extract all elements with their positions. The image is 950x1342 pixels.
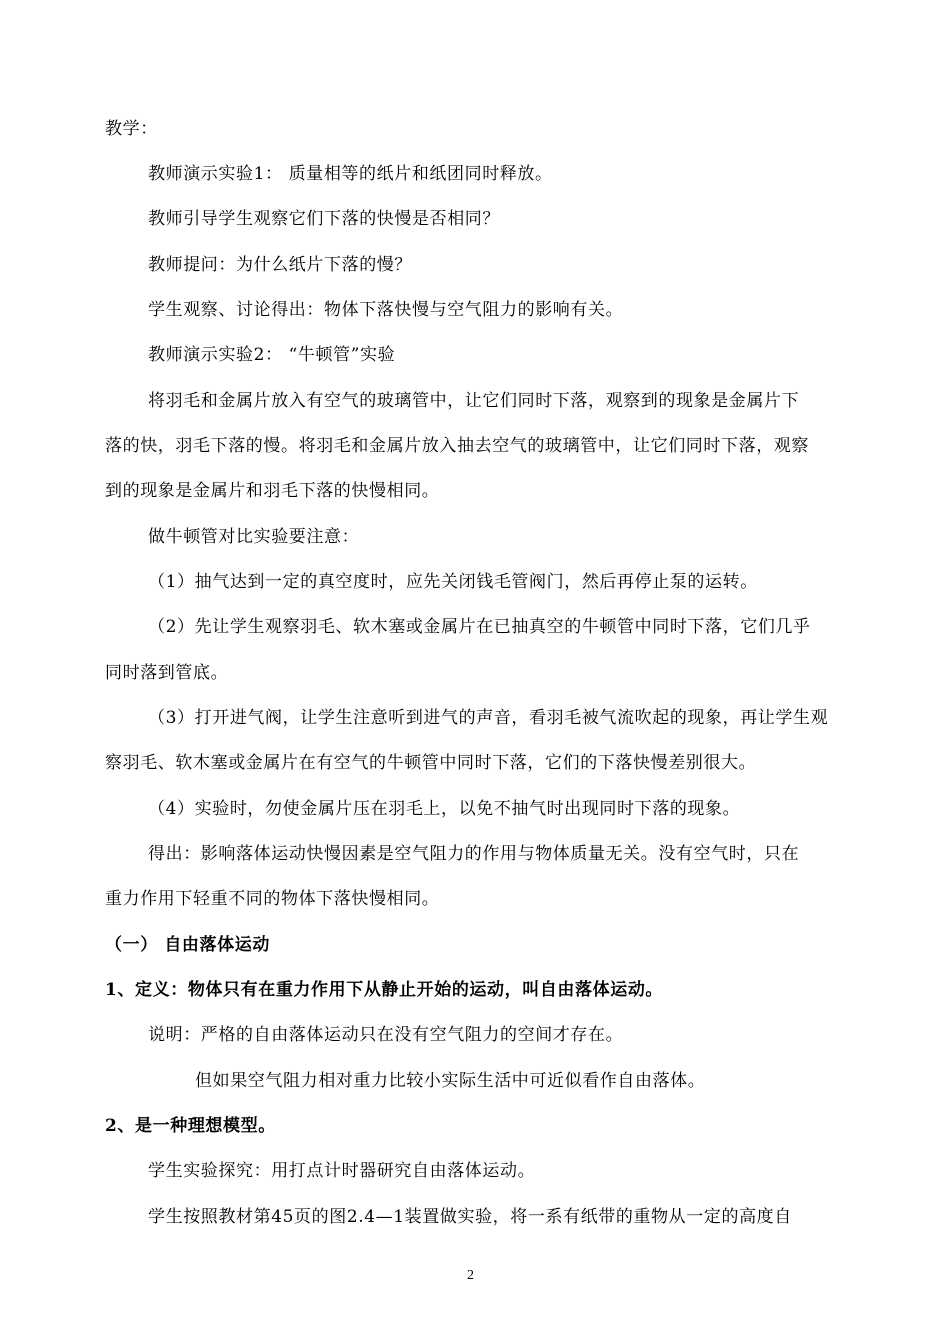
text-line: 说明：严格的自由落体运动只在没有空气阻力的空间才存在。 [148,1025,624,1045]
text-line: 将羽毛和金属片放入有空气的玻璃管中，让它们同时下落，观察到的现象是金属片下 [148,391,800,411]
section-heading: （一） 自由落体运动 [105,935,270,955]
text-line: （2）先让学生观察羽毛、软木塞或金属片在已抽真空的牛顿管中同时下落，它们几乎 [148,617,811,637]
text-line: 教师演示实验1： 质量相等的纸片和纸团同时释放。 [148,164,553,184]
text-line: 学生实验探究：用打点计时器研究自由落体运动。 [148,1161,536,1181]
text-line: 学生按照教材第45页的图2.4—1装置做实验，将一系有纸带的重物从一定的高度自 [148,1207,792,1227]
definition-heading: 1、定义：物体只有在重力作用下从静止开始的运动，叫自由落体运动。 [105,980,664,1000]
text-line: （1）抽气达到一定的真空度时，应先关闭钱毛管阀门，然后再停止泵的运转。 [148,572,758,592]
text-line: （4）实验时，勿使金属片压在羽毛上，以免不抽气时出现同时下落的现象。 [148,799,741,819]
text-line: 察羽毛、软木塞或金属片在有空气的牛顿管中同时下落，它们的下落快慢差别很大。 [105,753,757,773]
text-line: 教师提问：为什么纸片下落的慢？ [148,255,412,275]
page-number: 2 [467,1268,474,1283]
text-line: 但如果空气阻力相对重力比较小实际生活中可近似看作自由落体。 [195,1071,706,1091]
text-line: 得出：影响落体运动快慢因素是空气阻力的作用与物体质量无关。没有空气时，只在 [148,844,800,864]
text-line: 学生观察、讨论得出：物体下落快慢与空气阻力的影响有关。 [148,300,624,320]
text-line: 落的快，羽毛下落的慢。将羽毛和金属片放入抽去空气的玻璃管中，让它们同时下落，观察 [105,436,809,456]
text-line: （3）打开进气阀，让学生注意听到进气的声音，看羽毛被气流吹起的现象，再让学生观 [148,708,829,728]
text-line: 到的现象是金属片和羽毛下落的快慢相同。 [105,481,440,501]
text-line: 教师引导学生观察它们下落的快慢是否相同？ [148,209,500,229]
model-heading: 2、是一种理想模型。 [105,1116,276,1136]
text-line: 教学： [105,119,158,139]
text-line: 同时落到管底。 [105,663,229,683]
text-line: 做牛顿管对比实验要注意： [148,527,360,547]
text-line: 重力作用下轻重不同的物体下落快慢相同。 [105,889,440,909]
text-line: 教师演示实验2： “牛顿管”实验 [148,345,396,365]
